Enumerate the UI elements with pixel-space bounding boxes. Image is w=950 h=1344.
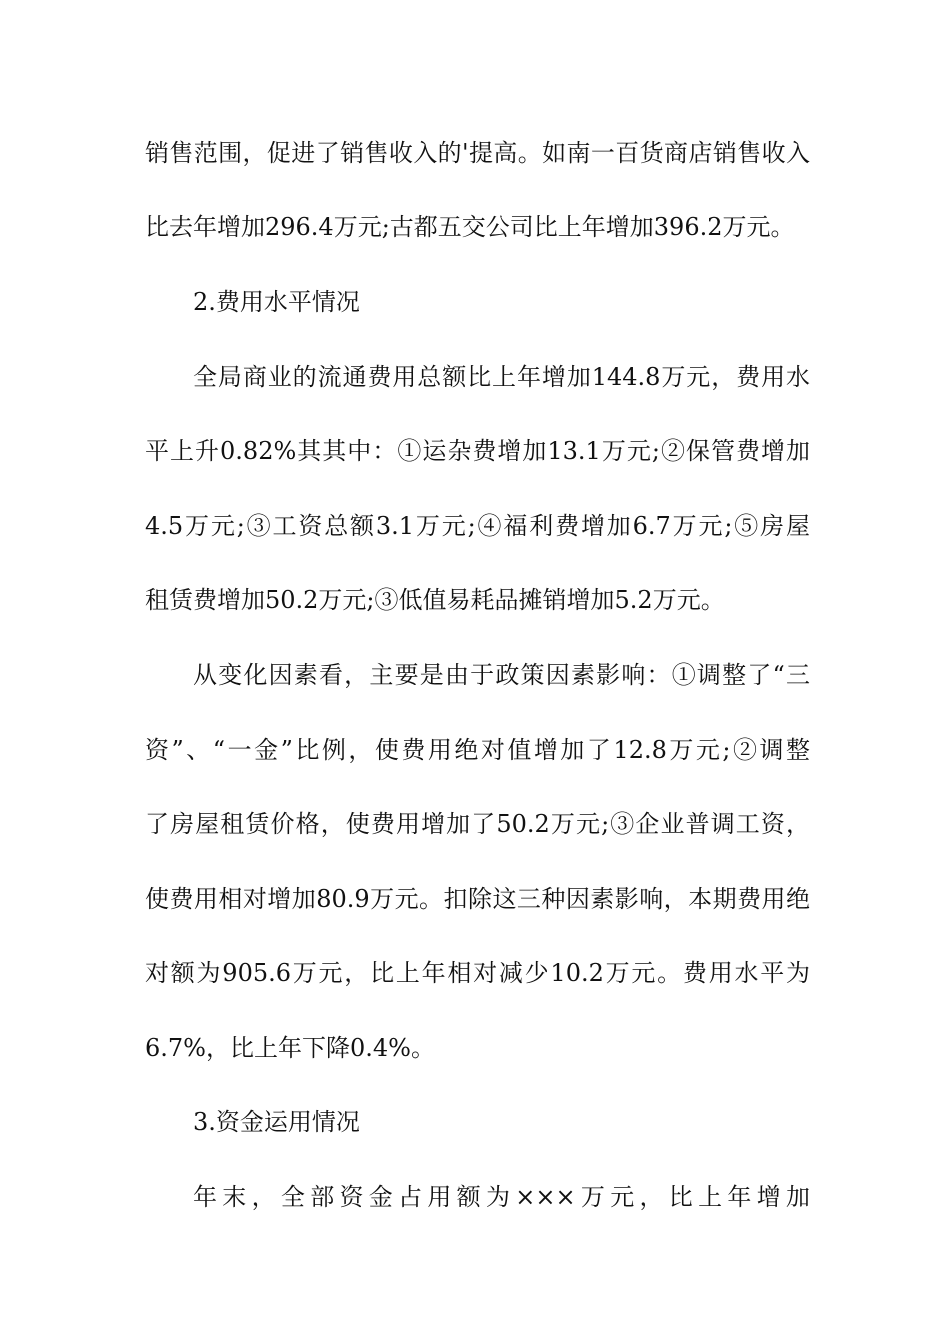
paragraph-line: 年末，全部资金占用额为×××万元，比上年增加 — [193, 1183, 810, 1211]
paragraph-line: 对额为905.6万元，比上年相对减少10.2万元。费用水平为 — [145, 959, 810, 987]
paragraph-line: 6.7%，比上年下降0.4%。 — [145, 1034, 435, 1062]
paragraph-line: 了房屋租赁价格，使费用增加了50.2万元;③企业普调工资， — [145, 810, 810, 838]
paragraph-line: 资”、“一金”比例，使费用绝对值增加了12.8万元;②调整 — [145, 736, 810, 764]
paragraph-line: 租赁费增加50.2万元;③低值易耗品摊销增加5.2万元。 — [145, 586, 725, 614]
paragraph-line: 销售范围，促进了销售收入的'提高。如南一百货商店销售收入 — [145, 139, 810, 167]
paragraph-line: 平上升0.82%其其中：①运杂费增加13.1万元;②保管费增加 — [145, 437, 810, 465]
paragraph-line: 4.5万元;③工资总额3.1万元;④福利费增加6.7万元;⑤房屋 — [145, 512, 810, 540]
paragraph-line: 使费用相对增加80.9万元。扣除这三种因素影响，本期费用绝 — [145, 885, 810, 913]
section-heading: 2.费用水平情况 — [193, 288, 360, 316]
paragraph-line: 从变化因素看，主要是由于政策因素影响：①调整了“三 — [193, 661, 810, 689]
paragraph-line: 全局商业的流通费用总额比上年增加144.8万元，费用水 — [193, 363, 810, 391]
paragraph-line: 比去年增加296.4万元;古都五交公司比上年增加396.2万元。 — [145, 213, 795, 241]
section-heading: 3.资金运用情况 — [193, 1108, 360, 1136]
